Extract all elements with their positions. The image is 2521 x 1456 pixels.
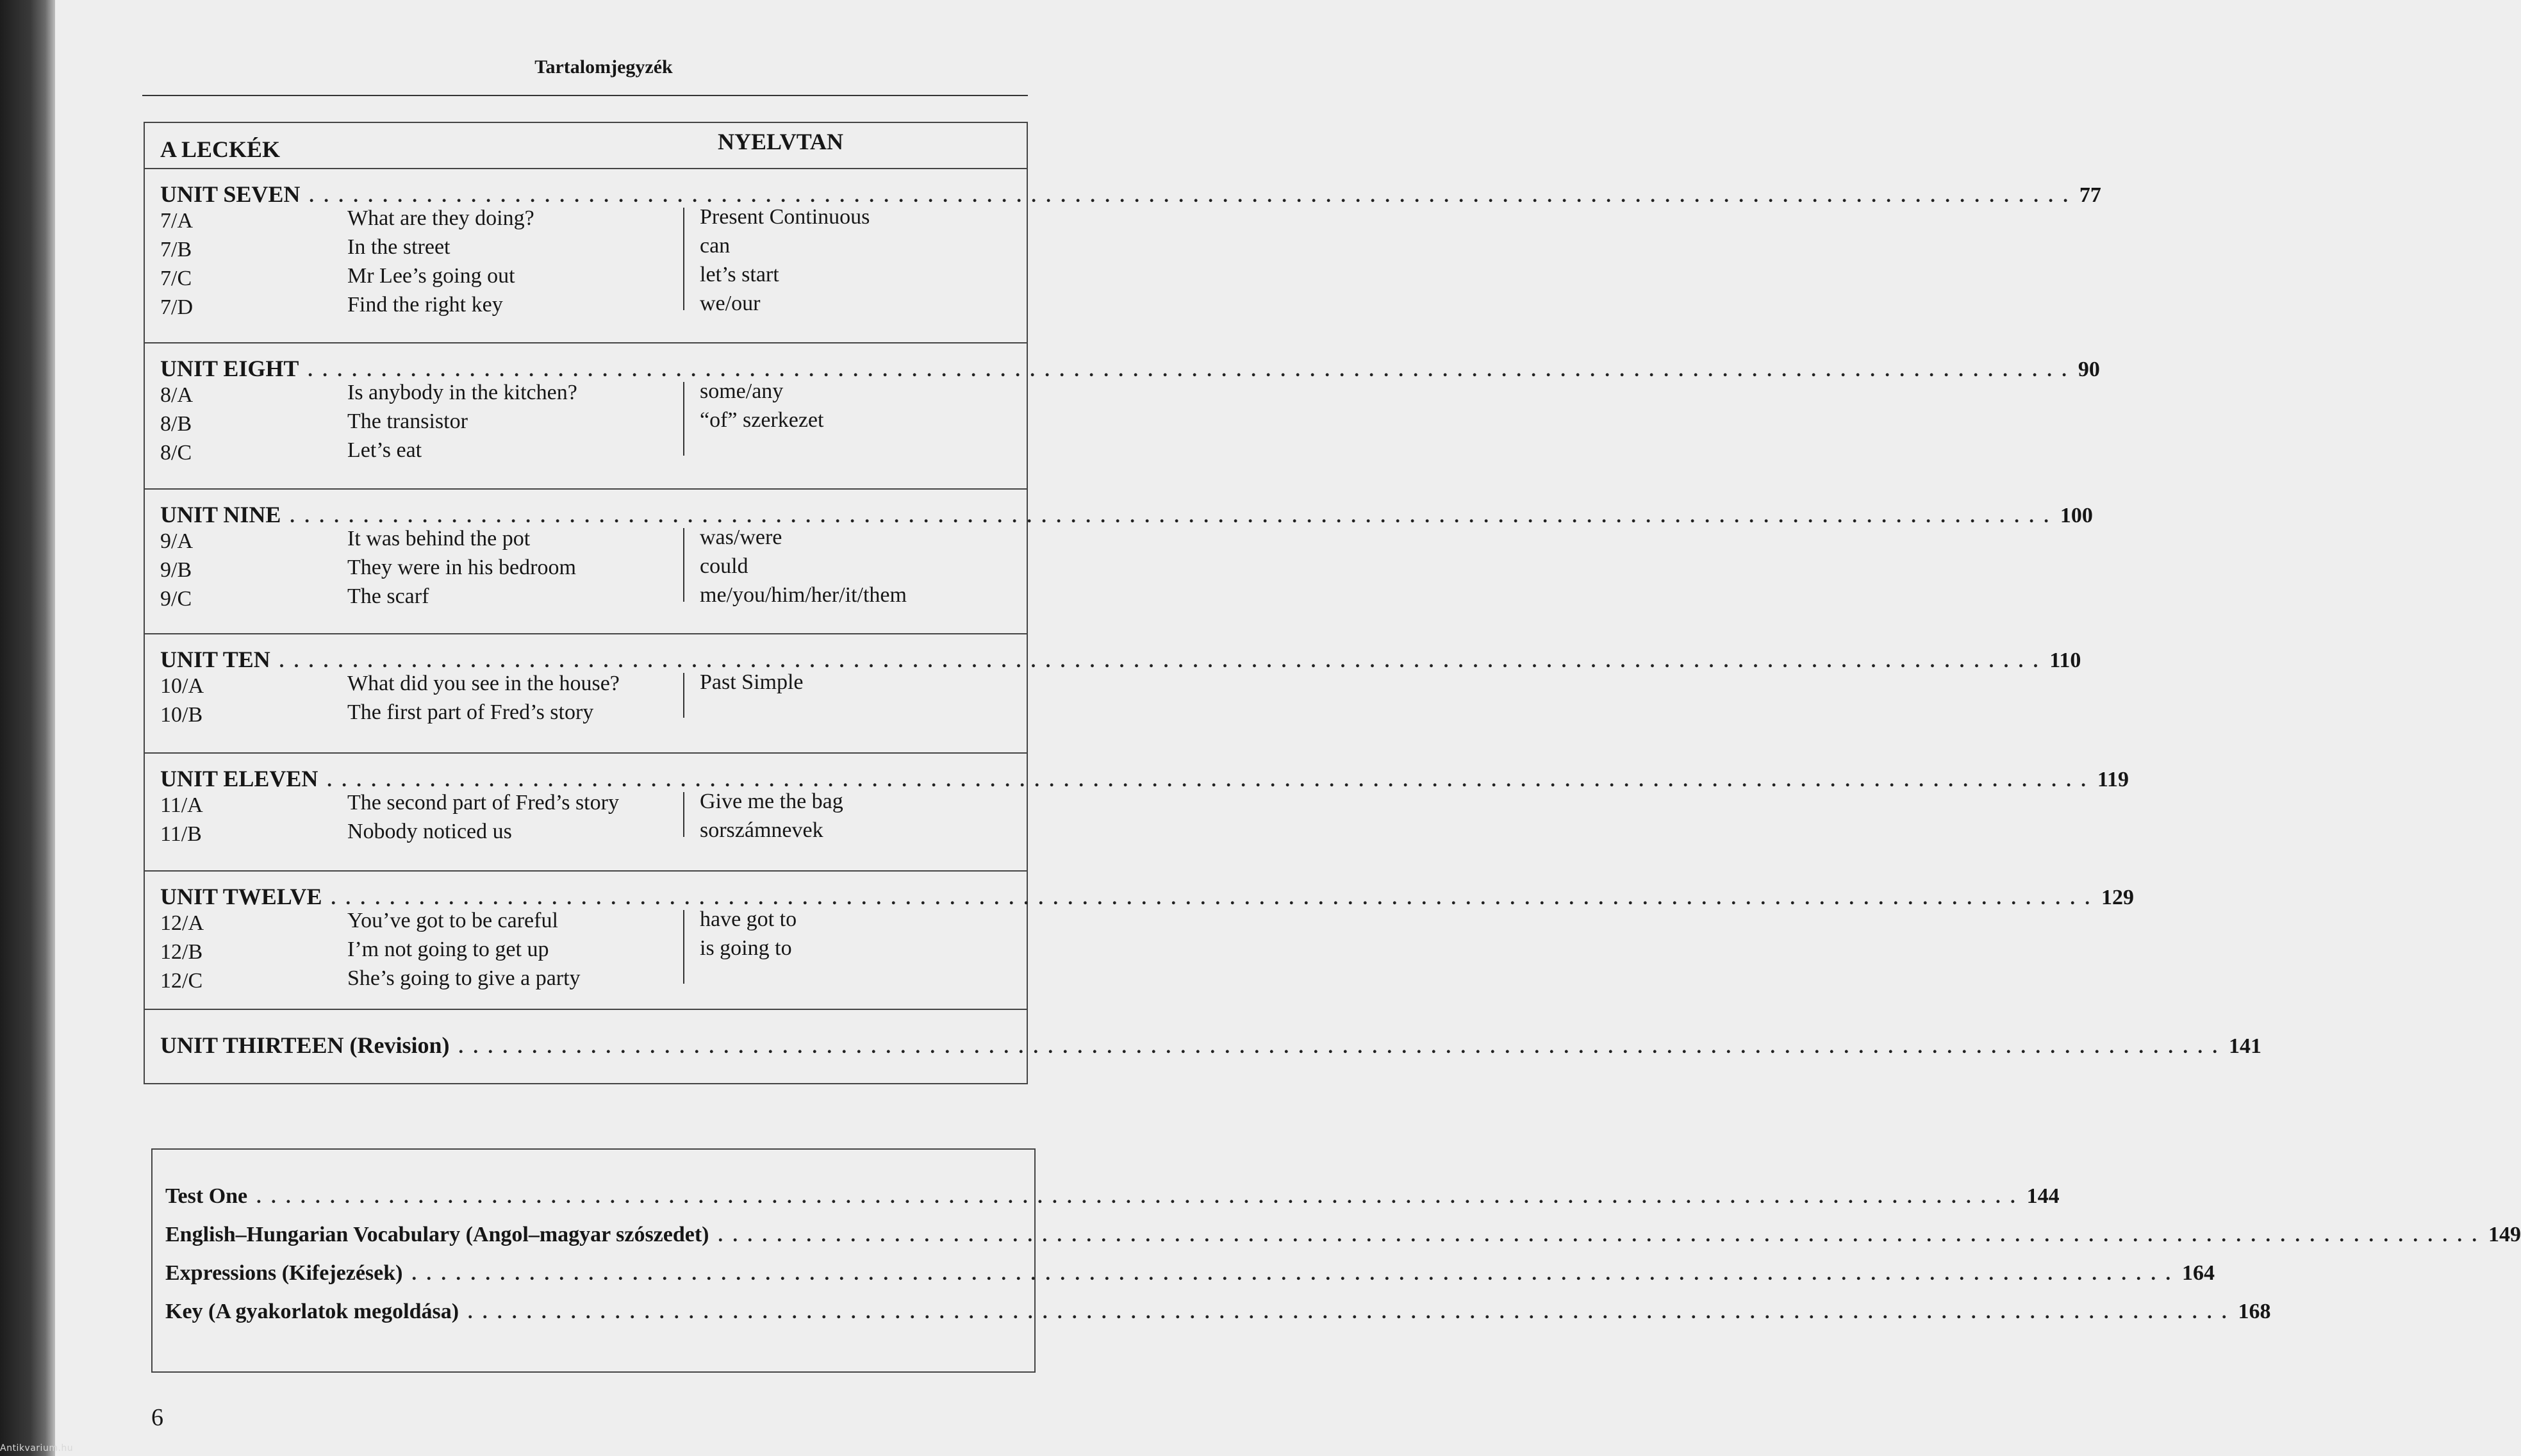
page-header-title: [0, 56, 1092, 78]
lesson-title: You’ve got to be careful: [347, 909, 558, 932]
dot-leader: . . . . . . . . . . . . . . . . . . . . . . . . . . . . . . . . . . . . . . . . . . . . . . . . . . . . . . . . . . . . . . . . . . . . . . . . . . . . . . . . . . . . . . . . . . . . . . . . . . . . . . . . . . . . . . . . . . . . . . . .: [718, 1225, 2480, 1246]
grammar-topic: Give me the bag: [700, 790, 843, 813]
unit-block: [145, 872, 2134, 1010]
dot-leader: . . . . . . . . . . . . . . . . . . . . . . . . . . . . . . . . . . . . . . . . . . . . . . . . . . . . . . . . . . . . . . . . . . . . . . . . . . . . . . . . . . . . . . . . . . . . . . . . . . . . . . . . . . . . . . . . . . . . . . . .: [411, 1263, 2173, 1284]
unit-heading-line: [160, 765, 2129, 792]
lesson-title: I’m not going to get up: [347, 938, 549, 961]
grammar-column-divider: [683, 382, 684, 456]
dot-leader: . . . . . . . . . . . . . . . . . . . . . . . . . . . . . . . . . . . . . . . . . . . . . . . . . . . . . . . . . . . . . . . . . . . . . . . . . . . . . . . . . . . . . . . . . . . . . . . . . . . . . . . . . . . . . . . . . . . . . . . .: [279, 650, 2041, 672]
lesson-title: The transistor: [347, 410, 468, 433]
lesson-title: The scarf: [347, 584, 429, 608]
grammar-topic: sorszámnevek: [700, 818, 823, 842]
appendix-entry: [165, 1300, 2271, 1328]
unit-heading-line: [160, 181, 2101, 208]
unit-page-number: 110: [2049, 649, 2081, 672]
unit-block: [145, 490, 2093, 634]
lesson-code: 9/C: [160, 587, 192, 611]
grammar-column-divider: [683, 910, 684, 984]
header-divider: [142, 95, 1028, 96]
lesson-code: 8/C: [160, 441, 192, 465]
unit-block: [145, 169, 2101, 343]
grammar-column-divider: [683, 792, 684, 837]
unit-block: [145, 754, 2129, 872]
unit-title: UNIT SEVEN: [160, 181, 301, 207]
lesson-code: 10/A: [160, 674, 204, 698]
lesson-title: Is anybody in the kitchen?: [347, 381, 577, 404]
grammar-column-divider: [683, 208, 684, 310]
grammar-topic: we/our: [700, 292, 761, 315]
lesson-code: 12/A: [160, 911, 204, 935]
grammar-column-divider: [683, 528, 684, 602]
appendix-entry: [165, 1223, 2521, 1251]
lesson-title: Mr Lee’s going out: [347, 264, 515, 288]
unit-heading-line: [160, 1032, 2261, 1059]
unit-title: UNIT THIRTEEN (Revision): [160, 1032, 450, 1058]
unit-block: [145, 634, 2081, 754]
dot-leader: . . . . . . . . . . . . . . . . . . . . . . . . . . . . . . . . . . . . . . . . . . . . . . . . . . . . . . . . . . . . . . . . . . . . . . . . . . . . . . . . . . . . . . . . . . . . . . . . . . . . . . . . . . . . . . . . . . . . . . . .: [308, 360, 2069, 381]
appendix-page-number: 164: [2181, 1261, 2215, 1285]
lesson-code: 8/A: [160, 383, 193, 407]
appendix-title: Key (A gyakorlatok megoldása): [165, 1300, 459, 1323]
appendix-title: English–Hungarian Vocabulary (Angol–magyar szószedet): [165, 1223, 709, 1246]
lesson-title: In the street: [347, 235, 450, 259]
lesson-code: 12/B: [160, 940, 203, 964]
lesson-code: 7/C: [160, 267, 192, 290]
lesson-title: The first part of Fred’s story: [347, 700, 594, 724]
unit-page-number: 100: [2060, 504, 2093, 527]
grammar-topic: Past Simple: [700, 670, 804, 694]
unit-page-number: 119: [2097, 768, 2129, 791]
lesson-code: 9/B: [160, 558, 192, 582]
grammar-topic: can: [700, 234, 731, 258]
lesson-code: 7/A: [160, 209, 193, 233]
unit-block: [145, 343, 2100, 490]
dot-leader: . . . . . . . . . . . . . . . . . . . . . . . . . . . . . . . . . . . . . . . . . . . . . . . . . . . . . . . . . . . . . . . . . . . . . . . . . . . . . . . . . . . . . . . . . . . . . . . . . . . . . . . . . . . . . . . . . . . . . . . .: [256, 1186, 2018, 1207]
lesson-code: 8/B: [160, 412, 192, 436]
lesson-title: What are they doing?: [347, 206, 534, 230]
unit-title: UNIT TWELVE: [160, 884, 322, 909]
lesson-title: What did you see in the house?: [347, 672, 620, 695]
dot-leader: . . . . . . . . . . . . . . . . . . . . . . . . . . . . . . . . . . . . . . . . . . . . . . . . . . . . . . . . . . . . . . . . . . . . . . . . . . . . . . . . . . . . . . . . . . . . . . . . . . . . . . . . . . . . . . . . . . . . . . . .: [458, 1036, 2220, 1057]
appendix-list: [151, 1148, 2521, 1373]
appendix-title: Test One: [165, 1184, 248, 1208]
dot-leader: . . . . . . . . . . . . . . . . . . . . . . . . . . . . . . . . . . . . . . . . . . . . . . . . . . . . . . . . . . . . . . . . . . . . . . . . . . . . . . . . . . . . . . . . . . . . . . . . . . . . . . . . . . . . . . . . . . . . . . . .: [290, 506, 2051, 527]
lesson-code: 9/A: [160, 529, 193, 553]
unit-title: UNIT EIGHT: [160, 356, 299, 381]
toc-column-headers: [145, 123, 1027, 169]
unit-heading-line: [160, 646, 2081, 673]
lesson-code: 11/B: [160, 822, 202, 846]
grammar-topic: let’s start: [700, 263, 779, 286]
grammar-topic: could: [700, 554, 748, 578]
lesson-title: Let’s eat: [347, 438, 422, 462]
unit-heading-line: [160, 501, 2093, 528]
appendix-entry: [165, 1184, 2060, 1212]
lesson-title: Find the right key: [347, 293, 503, 317]
grammar-topic: was/were: [700, 525, 782, 549]
lesson-title: The second part of Fred’s story: [347, 791, 619, 815]
unit-heading-line: [160, 355, 2100, 382]
header-title-text: Tartalomjegyzék: [534, 56, 673, 78]
lesson-code: 12/C: [160, 969, 203, 993]
page-number: 6: [151, 1404, 163, 1431]
lesson-code: 10/B: [160, 703, 203, 727]
dot-leader: . . . . . . . . . . . . . . . . . . . . . . . . . . . . . . . . . . . . . . . . . . . . . . . . . . . . . . . . . . . . . . . . . . . . . . . . . . . . . . . . . . . . . . . . . . . . . . . . . . . . . . . . . . . . . . . . . . . . . . . .: [468, 1302, 2229, 1323]
unit-heading-line: [160, 883, 2134, 910]
appendix-entry: [165, 1261, 2215, 1289]
grammar-topic: some/any: [700, 379, 784, 403]
unit-page-number: 90: [2078, 358, 2100, 381]
appendix-page-number: 168: [2238, 1300, 2271, 1323]
lesson-code: 7/D: [160, 295, 193, 319]
lesson-title: They were in his bedroom: [347, 556, 576, 579]
unit-page-number: 129: [2101, 886, 2134, 909]
grammar-topic: me/you/him/her/it/them: [700, 583, 907, 607]
appendix-page-number: 144: [2026, 1184, 2060, 1208]
lesson-title: It was behind the pot: [347, 527, 531, 550]
lesson-code: 7/B: [160, 238, 192, 261]
appendix-page-number: 149: [2488, 1223, 2521, 1246]
grammar-column-divider: [683, 673, 684, 718]
unit-page-number: 77: [2079, 183, 2101, 207]
grammar-topic: Present Continuous: [700, 205, 870, 229]
grammar-topic: have got to: [700, 907, 797, 931]
appendix-title: Expressions (Kifejezések): [165, 1261, 403, 1285]
unit-title: UNIT NINE: [160, 502, 281, 527]
unit-title: UNIT ELEVEN: [160, 766, 318, 791]
lesson-title: Nobody noticed us: [347, 820, 512, 843]
table-of-contents: [144, 122, 2261, 1084]
unit-block: [145, 1010, 2261, 1084]
column-header-lessons: A LECKÉK: [160, 136, 281, 162]
column-header-grammar: NYELVTAN: [718, 129, 844, 154]
unit-page-number: 141: [2229, 1034, 2261, 1058]
dot-leader: . . . . . . . . . . . . . . . . . . . . . . . . . . . . . . . . . . . . . . . . . . . . . . . . . . . . . . . . . . . . . . . . . . . . . . . . . . . . . . . . . . . . . . . . . . . . . . . . . . . . . . . . . . . . . . . . . . . . . . . .: [309, 185, 2071, 206]
unit-title: UNIT TEN: [160, 647, 270, 672]
grammar-topic: is going to: [700, 936, 792, 960]
lesson-code: 11/A: [160, 793, 203, 817]
lesson-title: She’s going to give a party: [347, 966, 581, 990]
dot-leader: . . . . . . . . . . . . . . . . . . . . . . . . . . . . . . . . . . . . . . . . . . . . . . . . . . . . . . . . . . . . . . . . . . . . . . . . . . . . . . . . . . . . . . . . . . . . . . . . . . . . . . . . . . . . . . . . . . . . . . . .: [331, 888, 2092, 909]
watermark-text: Antikvarium.hu: [0, 1443, 74, 1453]
grammar-topic: “of” szerkezet: [700, 408, 824, 432]
dot-leader: . . . . . . . . . . . . . . . . . . . . . . . . . . . . . . . . . . . . . . . . . . . . . . . . . . . . . . . . . . . . . . . . . . . . . . . . . . . . . . . . . . . . . . . . . . . . . . . . . . . . . . . . . . . . . . . . . . . . . . . .: [327, 770, 2088, 791]
